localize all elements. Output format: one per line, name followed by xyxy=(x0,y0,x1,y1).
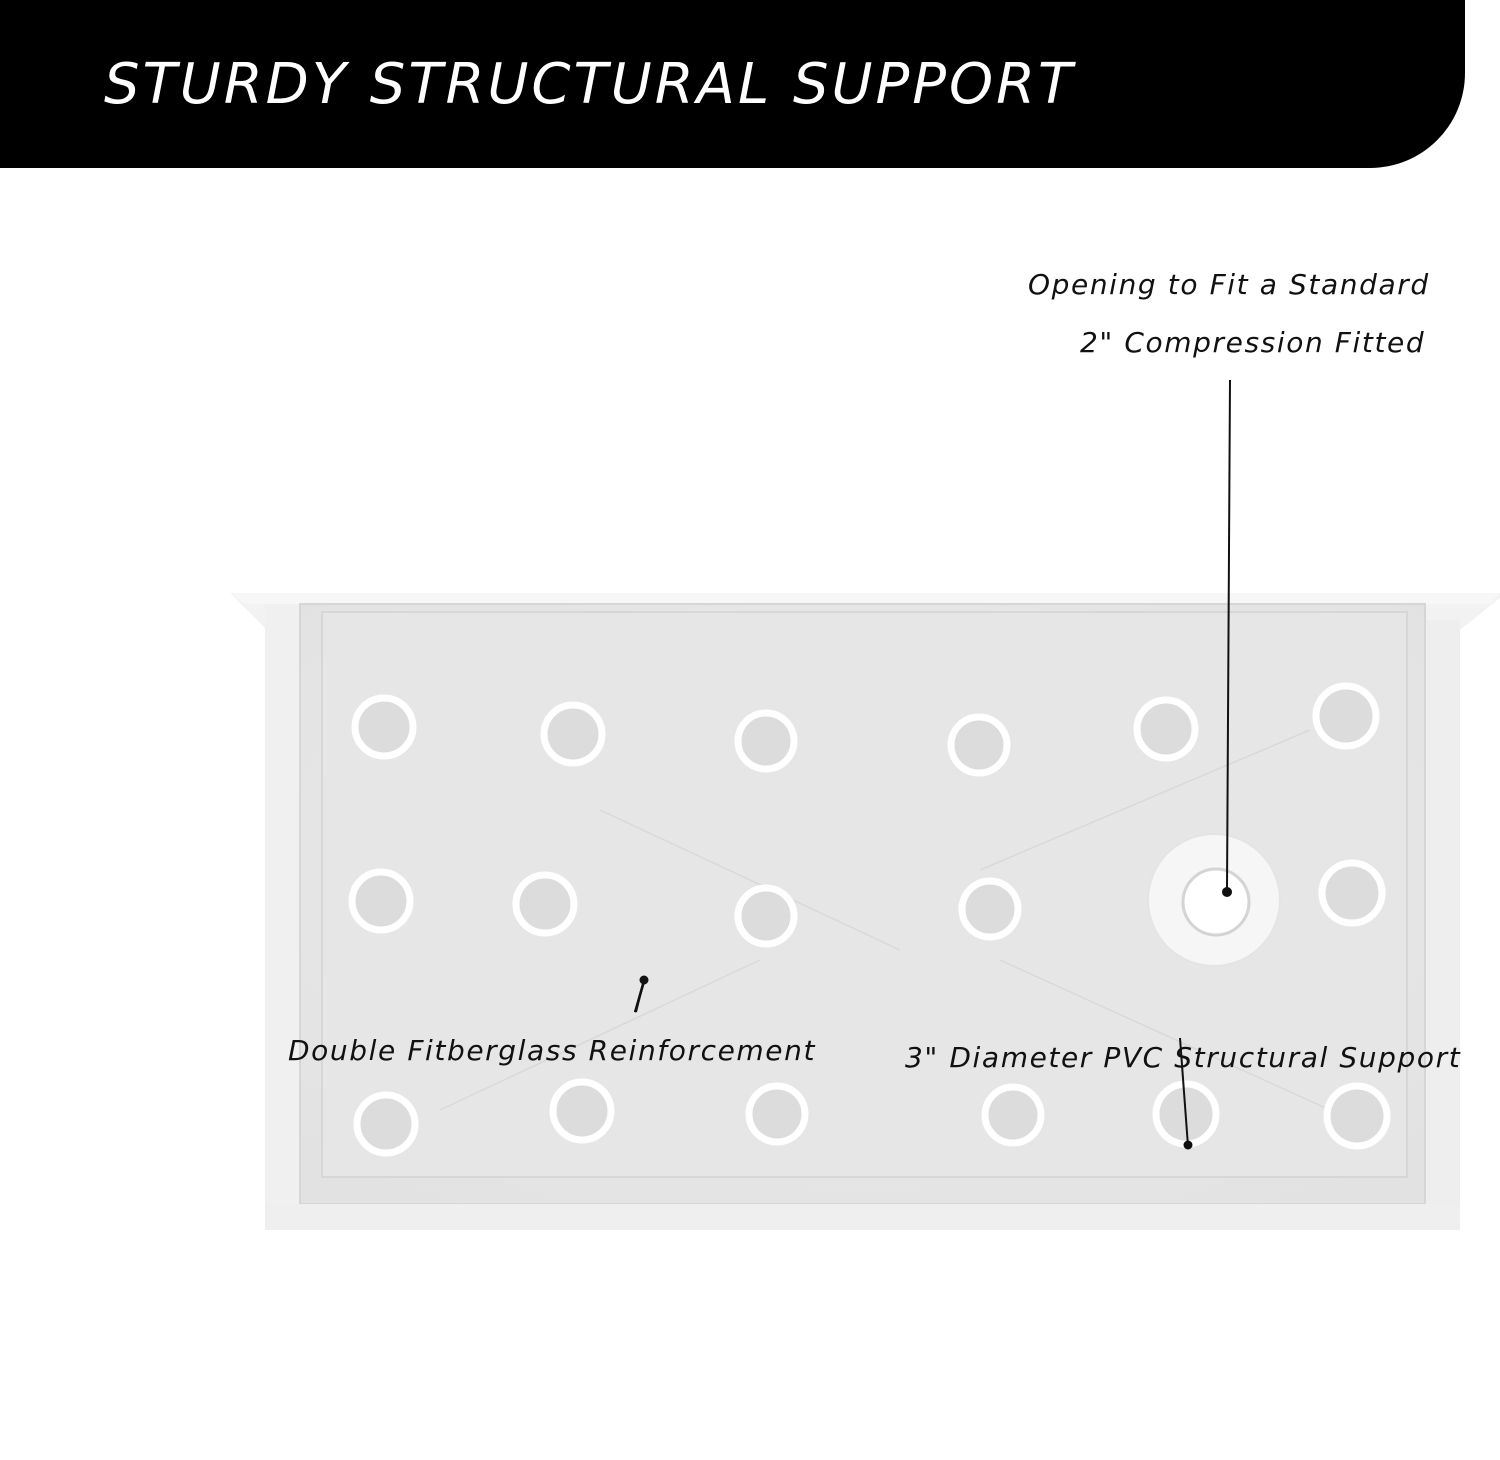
page-title: STURDY STRUCTURAL SUPPORT xyxy=(104,52,1076,117)
fiberglass-callout: Double Fitberglass Reinforcement xyxy=(288,1034,817,1067)
tray-top-edge xyxy=(230,593,1500,604)
pvc-ring xyxy=(738,713,794,769)
pvc-ring xyxy=(951,717,1007,773)
pvc-ring xyxy=(1316,686,1376,746)
pvc-ring xyxy=(516,875,574,933)
pvc-ring xyxy=(962,881,1018,937)
pvc-ring xyxy=(749,1086,805,1142)
pvc-callout: 3" Diameter PVC Structural Support xyxy=(905,1041,1462,1074)
pvc-ring xyxy=(544,705,602,763)
pvc-ring xyxy=(1137,700,1195,758)
pvc-ring xyxy=(553,1082,611,1140)
pvc-ring xyxy=(357,1095,415,1153)
pvc-ring xyxy=(352,872,410,930)
opening-callout-line1: Opening to Fit a Standard xyxy=(1028,268,1430,301)
pvc-ring xyxy=(1327,1086,1387,1146)
opening-callout-line2: 2" Compression Fitted xyxy=(1080,326,1426,359)
drain-opening xyxy=(1183,869,1249,935)
pvc-ring xyxy=(1322,863,1382,923)
pvc-ring xyxy=(738,888,794,944)
pvc-ring xyxy=(355,698,413,756)
pvc-ring xyxy=(985,1087,1041,1143)
